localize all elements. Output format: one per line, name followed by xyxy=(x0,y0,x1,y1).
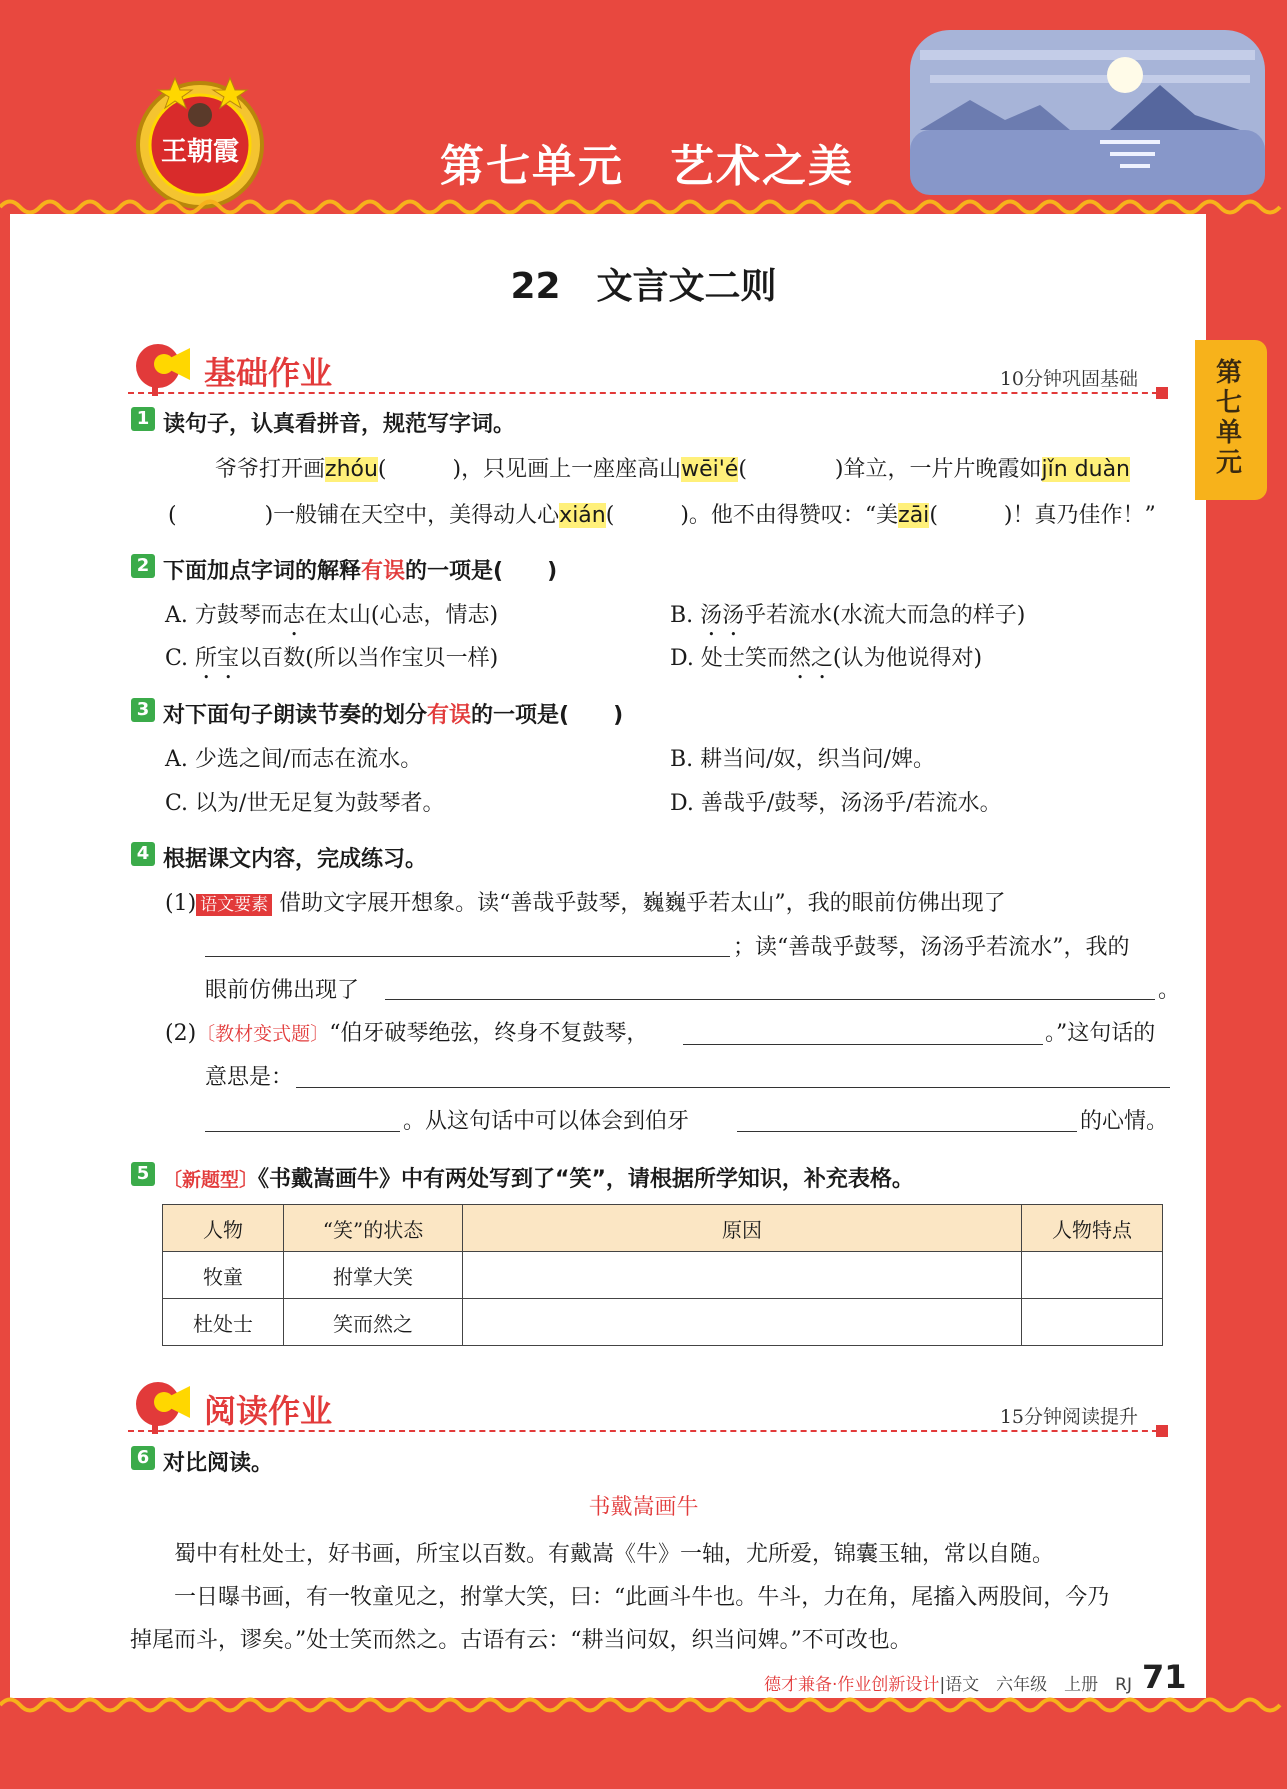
laugh-analysis-table xyxy=(162,1204,1163,1346)
page-number: 71 xyxy=(1142,1658,1187,1696)
footer-info: 德才兼备·作业创新设计|语文 六年级 上册 RJ xyxy=(764,1675,1132,1695)
section-reading-homework xyxy=(128,1378,1168,1438)
section-time: 10分钟巩固基础 xyxy=(999,368,1138,390)
pinyin-weie: wēi'é xyxy=(681,457,739,482)
answer-blank-6[interactable] xyxy=(737,1130,1077,1132)
answer-blank-4[interactable] xyxy=(296,1086,1170,1088)
table-header: 原因 xyxy=(463,1205,1022,1252)
pinyin-jinduan: jǐn duàn xyxy=(1041,457,1130,482)
q2-option-b[interactable]: B. 汤汤乎若流水(水流大而急的样子) xyxy=(670,603,1026,628)
speaker-bell-icon xyxy=(134,340,196,398)
q1-line-1: 爷爷打开画zhóu( )，只见画上一座座高山wēi'é( )耸立，一片片晚霞如jǐn duàn xyxy=(215,457,1130,482)
answer-cell[interactable] xyxy=(463,1299,1022,1346)
q4-part-1-mid: ；读“善哉乎鼓琴，汤汤乎若流水”，我的 xyxy=(733,935,1130,960)
answer-blank-3[interactable] xyxy=(683,1043,1043,1045)
table-header: 人物 xyxy=(163,1205,284,1252)
answer-cell[interactable] xyxy=(1022,1299,1163,1346)
section-time: 15分钟阅读提升 xyxy=(999,1406,1138,1428)
question-4: 4 根据课文内容，完成练习。 xyxy=(131,842,427,873)
answer-blank-5[interactable] xyxy=(205,1130,400,1132)
q4-part-1: (1) 语文要素 借助文字展开想象。读“善哉乎鼓琴，巍巍乎若太山”，我的眼前仿佛出现了 xyxy=(165,891,1006,916)
divider-end-mark xyxy=(1156,1425,1168,1437)
table-header: “笑”的状态 xyxy=(284,1205,463,1252)
logo-text: 王朝霞 xyxy=(160,137,240,167)
dashed-divider xyxy=(128,1430,1168,1432)
question-2: 2 下面加点字词的解释有误的一项是( ) xyxy=(131,554,557,585)
section-title: 阅读作业 xyxy=(204,1392,333,1430)
story-paragraph-1: 蜀中有杜处士，好书画，所宝以百数。有戴嵩《牛》一轴，尤所爱，锦囊玉轴，常以自随。 xyxy=(130,1542,1055,1567)
q1-line-2: ( )一般铺在天空中，美得动人心xián( )。他不由得赞叹：“美zāi( )！真乃佳作！” xyxy=(168,503,1156,528)
story-paragraph-2: 一日曝书画，有一牧童见之，拊掌大笑，曰：“此画斗牛也。牛斗，力在角，尾搐入两股间，今乃 xyxy=(130,1585,1110,1610)
textbook-variant-tag: 〔教材变式题〕 xyxy=(196,1023,330,1045)
answer-blank-2[interactable] xyxy=(385,998,1155,1000)
answer-cell[interactable] xyxy=(1022,1252,1163,1299)
q2-option-a[interactable]: A. 方鼓琴而志在太山(心志，情志) xyxy=(165,603,499,628)
table-row: 杜处士 笑而然之 xyxy=(163,1299,1163,1346)
decorative-wave-border xyxy=(0,1694,1287,1716)
lesson-title: 22 文言文二则 xyxy=(510,266,777,307)
table-row: 牧童 拊掌大笑 xyxy=(163,1252,1163,1299)
pinyin-zhou: zhóu xyxy=(325,457,378,482)
question-5: 5 〔新题型〕《书戴嵩画牛》中有两处写到了“笑”，请根据所学知识，补充表格。 xyxy=(131,1162,914,1193)
answer-blank-1[interactable] xyxy=(205,955,730,957)
q3-option-a[interactable]: A. 少选之间/而志在流水。 xyxy=(165,747,423,772)
q3-option-b[interactable]: B. 耕当问/奴，织当问/婢。 xyxy=(670,747,935,772)
unit-title: 第七单元 艺术之美 xyxy=(440,141,854,192)
pinyin-zai: zāi xyxy=(898,503,930,528)
q3-option-c[interactable]: C. 以为/世无足复为鼓琴者。 xyxy=(165,791,445,816)
q2-option-d[interactable]: D. 处士笑而然之(认为他说得对) xyxy=(670,646,983,671)
unit-side-tab: 第七单元 xyxy=(1195,340,1267,500)
section-basic-homework xyxy=(128,340,1168,400)
section-title: 基础作业 xyxy=(204,354,333,392)
dashed-divider xyxy=(128,392,1168,394)
speaker-bell-icon xyxy=(134,1378,196,1436)
brand-logo xyxy=(130,70,270,210)
moon-lake-illustration xyxy=(910,30,1265,195)
question-6: 6 对比阅读。 xyxy=(131,1446,273,1477)
q4-part-2: (2)〔教材变式题〕“伯牙破琴绝弦，终身不复鼓琴， xyxy=(165,1021,649,1046)
question-1: 1 读句子，认真看拼音，规范写字词。 xyxy=(131,407,515,438)
answer-cell[interactable] xyxy=(463,1252,1022,1299)
table-header: 人物特点 xyxy=(1022,1205,1163,1252)
question-3: 3 对下面句子朗读节奏的划分有误的一项是( ) xyxy=(131,698,623,729)
q4-part-1-end: 眼前仿佛出现了 xyxy=(205,978,360,1003)
pinyin-xian: xián xyxy=(559,503,606,528)
story-paragraph-2-cont: 掉尾而斗，谬矣。”处士笑而然之。古语有云：“耕当问奴，织当问婢。”不可改也。 xyxy=(130,1628,912,1653)
q3-option-d[interactable]: D. 善哉乎/鼓琴，汤汤乎/若流水。 xyxy=(670,791,1002,816)
language-element-tag: 语文要素 xyxy=(196,894,272,916)
story-title: 书戴嵩画牛 xyxy=(588,1495,699,1520)
q2-option-c[interactable]: C. 所宝以百数(所以当作宝贝一样) xyxy=(165,646,499,671)
divider-end-mark xyxy=(1156,387,1168,399)
